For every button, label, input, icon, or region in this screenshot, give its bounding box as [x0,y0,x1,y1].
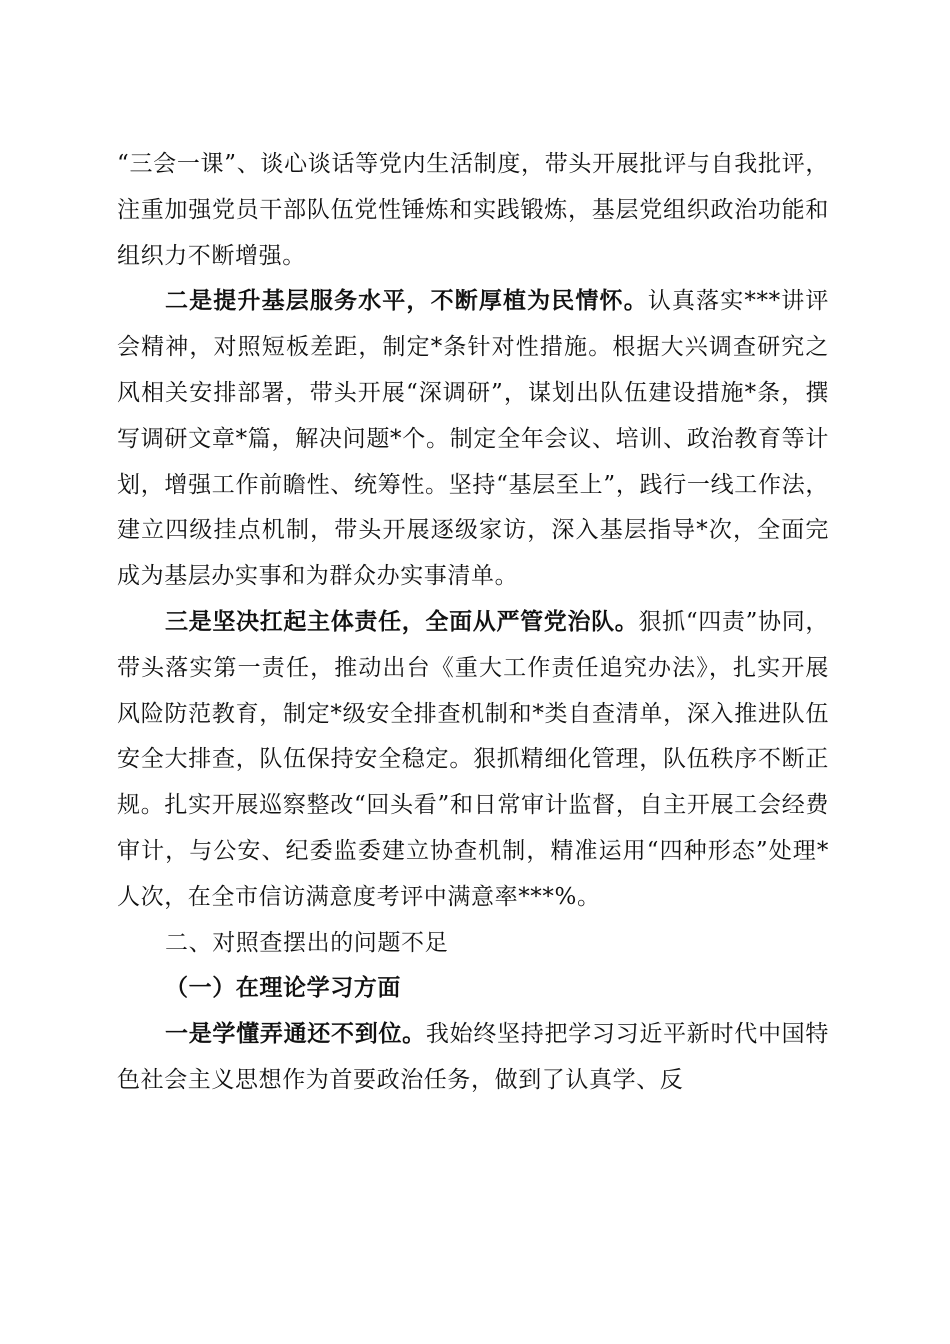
paragraph-theory-study [117,1012,829,1104]
paragraph-text: 狠抓“四责”协同，带头落实第一责任，推动出台《重大工作责任追究办法》，扎实开展风险防范教育，制定*级安全排查机制和*类自查清单，深入推进队伍安全大排查，队伍保持安全稳定。狠抓精细化管理，队伍秩序不断正规。扎实开展巡察整改“回头看”和日常审计监督，自主开展工会经费审计，与公安、纪委监委建立协查机制，精准运用“四种形态”处理*人次，在全市信访满意度考评中满意率***%。 [117,608,829,910]
paragraph-text: “三会一课”、谈心谈话等党内生活制度，带头开展批评与自我批评，注重加强党员干部队伍党性锤炼和实践锻炼，基层党组织政治功能和组织力不断增强。 [117,151,829,269]
paragraph-lead: 一是学懂弄通还不到位。 [165,1021,426,1048]
paragraph-main-responsibility [117,600,829,921]
document-body [117,142,829,1104]
section-heading: 二、对照查摆出的问题不足 [165,929,449,956]
paragraph-party-life-continuation [117,142,829,279]
paragraph-lead: 二是提升基层服务水平，不断厚植为民情怀。 [165,288,648,315]
paragraph-grassroots-service [117,279,829,600]
paragraph-lead: 三是坚决扛起主体责任，全面从严管党治队。 [165,608,639,635]
subsection-heading: （一）在理论学习方面 [165,975,401,1002]
paragraph-text: 认真落实***讲评会精神，对照短板差距，制定*条针对性措施。根据大兴调查研究之风相关安排部署，带头开展“深调研”，谋划出队伍建设措施*条，撰写调研文章*篇，解决问题*个。制定全年会议、培训、政治教育等计划，增强工作前瞻性、统筹性。坚持“基层至上”，践行一线工作法，建立四级挂点机制，带头开展逐级家访，深入基层指导*次，全面完成为基层办实事和为群众办实事清单。 [117,288,829,590]
paragraph-text: 我始终坚持把学习习近平新时代中国特色社会主义思想作为首要政治任务，做到了认真学、反 [117,1021,829,1093]
